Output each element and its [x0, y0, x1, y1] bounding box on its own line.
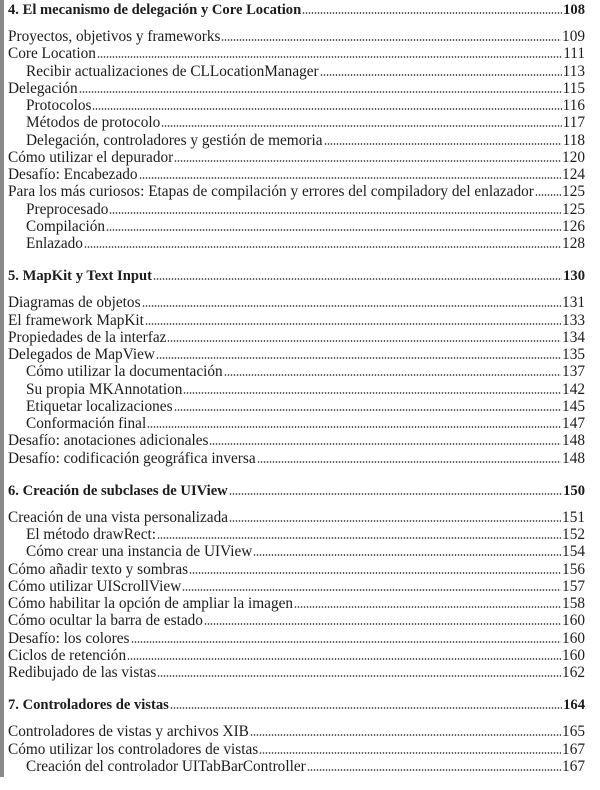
page-number: 147: [562, 415, 585, 432]
toc-entry[interactable]: [8, 312, 585, 329]
page-number: 150: [563, 482, 585, 499]
page-number: 126: [562, 217, 585, 235]
entry-title: Creación de una vista personalizada: [8, 508, 229, 526]
entry-title: Proyectos, objetivos y frameworks: [8, 28, 221, 45]
entry-title: Diagramas de objetos: [8, 294, 141, 312]
toc-entry[interactable]: [8, 183, 585, 200]
entry-title: Delegados de MapView: [8, 346, 155, 363]
chapter-heading[interactable]: [8, 1, 585, 19]
table-of-contents: [8, 1, 585, 790]
page-number: 134: [562, 328, 585, 346]
dot-leader: [257, 461, 561, 463]
entry-title: 7. Controladores de vistas: [8, 697, 169, 714]
toc-entry[interactable]: [8, 723, 585, 740]
dot-leader: [229, 520, 561, 522]
dot-leader: [147, 426, 561, 428]
page-number: 125: [562, 200, 585, 218]
dot-leader: [324, 143, 562, 145]
toc-subentry[interactable]: [8, 758, 585, 775]
entry-title: Ciclos de retención: [8, 646, 127, 664]
dot-leader: [302, 12, 562, 14]
dot-leader: [127, 658, 561, 660]
page-number: 125: [562, 183, 585, 201]
dot-leader: [106, 229, 561, 231]
entry-title: Desafío: anotaciones adicionales: [8, 432, 209, 450]
dot-leader: [294, 606, 561, 608]
entry-title: Cómo añadir texto y sombras: [8, 560, 189, 578]
page-number: 148: [562, 432, 585, 450]
dot-leader: [209, 443, 561, 445]
chapter-heading[interactable]: [8, 696, 585, 714]
dot-leader: [153, 278, 562, 280]
toc-chapter: [8, 696, 585, 775]
page-number: 111: [563, 45, 585, 63]
page-number: 113: [562, 62, 585, 80]
entry-title: Su propia MKAnnotation: [26, 380, 183, 398]
chapter-heading[interactable]: [8, 482, 585, 500]
toc-entry[interactable]: [8, 664, 585, 681]
entry-title: Cómo utilizar la documentación: [26, 363, 223, 381]
page-number: 124: [562, 166, 585, 183]
entry-title: Cómo utilizar los controladores de vistas: [8, 740, 259, 758]
entry-title: Core Location: [8, 45, 96, 63]
entry-title: Delegación, controladores y gestión de memoria: [26, 131, 323, 149]
dot-leader: [250, 734, 561, 736]
entry-title: Preprocesado: [26, 200, 109, 218]
toc-subentry[interactable]: [8, 381, 585, 398]
dot-leader: [92, 108, 561, 110]
dot-leader: [84, 246, 561, 248]
toc-entry[interactable]: [8, 149, 585, 166]
page-number: 135: [562, 346, 585, 363]
page-number: 157: [562, 577, 585, 595]
toc-entry[interactable]: [8, 45, 585, 62]
dot-leader: [307, 769, 561, 771]
dot-leader: [221, 39, 561, 41]
dot-leader: [156, 357, 561, 359]
page-number: 151: [562, 508, 585, 526]
page-number: 158: [562, 595, 585, 612]
dot-leader: [189, 572, 561, 574]
page-number: 164: [563, 697, 585, 714]
entry-title: Conformación final: [26, 415, 147, 432]
entry-title: Enlazado: [26, 235, 83, 252]
page-number: 130: [563, 268, 585, 285]
dot-leader: [174, 409, 562, 411]
dot-leader: [320, 74, 562, 76]
toc-entry[interactable]: [8, 450, 585, 467]
dot-leader: [253, 554, 561, 556]
entry-title: Desafío: Encabezado: [8, 166, 138, 183]
page-edge: [0, 0, 4, 777]
entry-title: Redibujado de las vistas: [8, 664, 157, 681]
page-number: 109: [562, 28, 585, 45]
page-number: 131: [562, 294, 585, 312]
dot-leader: [157, 675, 561, 677]
dot-leader: [182, 589, 561, 591]
toc-entry[interactable]: [8, 741, 585, 758]
toc-entry[interactable]: [8, 647, 585, 664]
page-number: 118: [562, 131, 585, 149]
toc-entry[interactable]: [8, 432, 585, 449]
dot-leader: [139, 177, 562, 179]
entry-title: Para los más curiosos: Etapas de compilación y errores del compiladory del enlazador: [8, 183, 534, 201]
page-number: 116: [562, 97, 585, 114]
entry-title: 6. Creación de subclases de UIView: [8, 482, 228, 499]
page-number: 162: [562, 664, 585, 681]
page-number: 156: [562, 560, 585, 578]
entry-title: Cómo ocultar la barra de estado: [8, 612, 203, 630]
dot-leader: [167, 340, 561, 342]
toc-subentry[interactable]: [8, 201, 585, 218]
entry-title: Compilación: [26, 217, 106, 235]
entry-title: Desafío: codificación geográfica inversa: [8, 449, 256, 467]
dot-leader: [79, 91, 562, 93]
toc-entry[interactable]: [8, 80, 585, 97]
toc-subentry[interactable]: [8, 63, 585, 80]
page-number: 137: [562, 363, 585, 381]
dot-leader: [97, 56, 562, 58]
entry-title: El método drawRect:: [26, 526, 156, 543]
dot-leader: [535, 194, 561, 196]
toc-entry[interactable]: [8, 578, 585, 595]
dot-leader: [161, 125, 561, 127]
entry-title: Controladores de vistas y archivos XIB: [8, 723, 249, 741]
toc-entry[interactable]: [8, 294, 585, 311]
chapter-heading[interactable]: [8, 267, 585, 285]
page-number: 154: [562, 543, 585, 561]
page-number: 148: [562, 449, 585, 467]
toc-subentry[interactable]: [8, 526, 585, 543]
page-number: 108: [563, 2, 585, 18]
dot-leader: [170, 707, 562, 709]
dot-leader: [145, 323, 561, 325]
entry-title: Cómo utilizar UIScrollView: [8, 577, 182, 595]
dot-leader: [229, 493, 562, 495]
toc-chapter: [8, 482, 585, 682]
toc-entry[interactable]: [8, 509, 585, 526]
entry-title: Propiedades de la interfaz: [8, 328, 167, 346]
toc-subentry[interactable]: [8, 97, 585, 114]
entry-title: El framework MapKit: [8, 311, 144, 329]
toc-entry[interactable]: [8, 561, 585, 578]
toc-subentry[interactable]: [8, 398, 585, 415]
dot-leader: [183, 392, 561, 394]
toc-entry[interactable]: [8, 166, 585, 183]
toc-chapter: [8, 267, 585, 467]
entry-title: 5. MapKit y Text Input: [8, 268, 152, 285]
entry-title: Etiquetar localizaciones: [26, 397, 173, 415]
toc-chapter: [8, 1, 585, 252]
entry-title: Cómo habilitar la opción de ampliar la imagen: [8, 595, 294, 612]
dot-leader: [224, 374, 561, 376]
toc-subentry[interactable]: [8, 235, 585, 252]
page-number: 120: [562, 148, 585, 166]
toc-subentry[interactable]: [8, 363, 585, 380]
page-number: 165: [562, 723, 585, 741]
page-number: 160: [562, 612, 585, 630]
toc-entry[interactable]: [8, 612, 585, 629]
toc-subentry[interactable]: [8, 218, 585, 235]
entry-title: Métodos de protocolo: [26, 114, 161, 132]
page-number: 167: [562, 757, 585, 775]
entry-title: Cómo utilizar el depurador: [8, 148, 174, 166]
toc-entry[interactable]: [8, 595, 585, 612]
page-number: 167: [562, 740, 585, 758]
dot-leader: [109, 212, 561, 214]
dot-leader: [142, 305, 562, 307]
entry-title: Desafío: los colores: [8, 629, 130, 647]
page-number: 115: [562, 79, 585, 97]
page-number: 160: [562, 629, 585, 647]
entry-title: Delegación: [8, 79, 78, 97]
dot-leader: [157, 537, 561, 539]
page-number: 142: [562, 380, 585, 398]
entry-title: Cómo crear una instancia de UIView: [26, 543, 253, 561]
dot-leader: [259, 752, 561, 754]
toc-entry[interactable]: [8, 630, 585, 647]
dot-leader: [204, 623, 561, 625]
page-number: 128: [562, 235, 585, 252]
page-number: 160: [562, 646, 585, 664]
toc-entry[interactable]: [8, 346, 585, 363]
entry-title: Creación del controlador UITabBarController: [26, 757, 306, 775]
toc-subentry[interactable]: [8, 415, 585, 432]
toc-subentry[interactable]: [8, 543, 585, 560]
page-number: 117: [562, 114, 585, 132]
page-number: 152: [562, 526, 585, 543]
entry-title: Protocolos: [26, 97, 92, 114]
page-number: 133: [562, 311, 585, 329]
page-number: 145: [562, 397, 585, 415]
dot-leader: [131, 641, 562, 643]
entry-title: Recibir actualizaciones de CLLocationManager: [26, 62, 319, 80]
entry-title: 4. El mecanismo de delegación y Core Location: [8, 2, 302, 18]
toc-entry[interactable]: [8, 329, 585, 346]
dot-leader: [174, 160, 561, 162]
toc-subentry[interactable]: [8, 114, 585, 131]
toc-subentry[interactable]: [8, 132, 585, 149]
toc-entry[interactable]: [8, 28, 585, 45]
